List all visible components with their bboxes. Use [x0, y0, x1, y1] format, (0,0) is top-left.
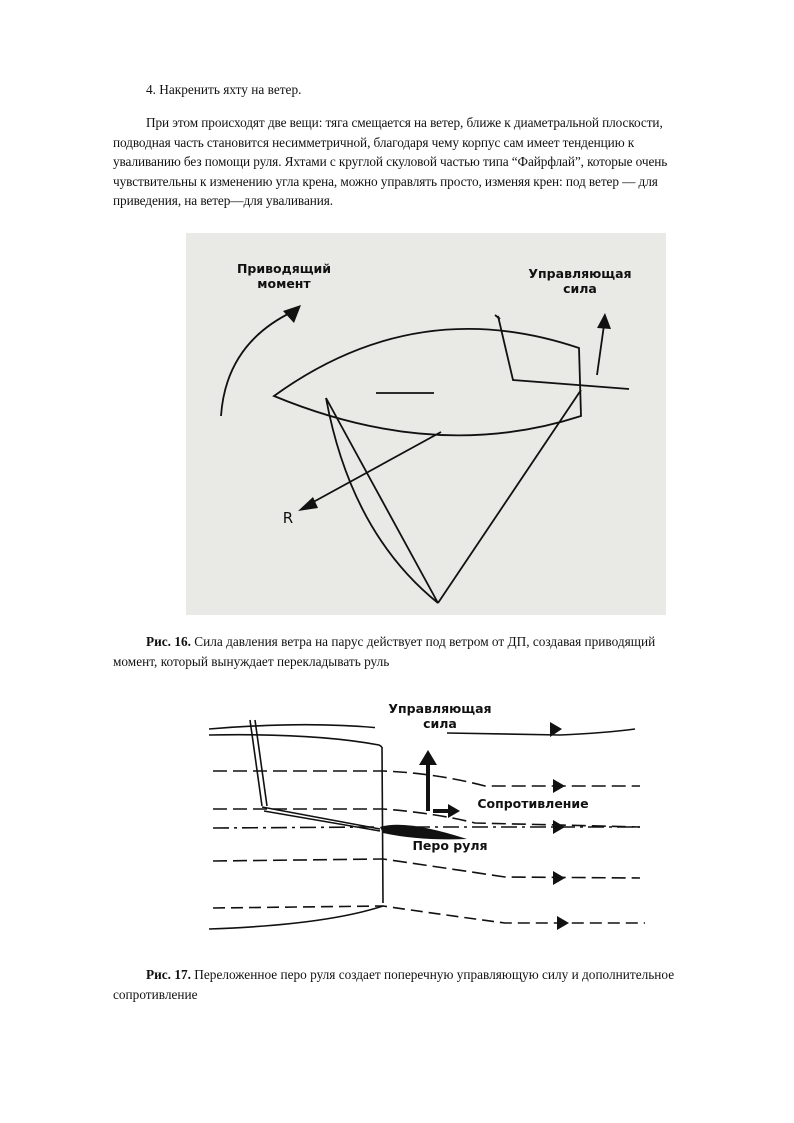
rudder-stock: [262, 807, 380, 829]
caption-16-number: Рис. 16.: [146, 634, 191, 649]
caption-17-text: Переложенное перо руля создает поперечную управляющую силу и дополнительное сопротивление: [113, 967, 675, 1002]
list-item-4: 4. Накренить яхту на ветер.: [146, 82, 302, 97]
caption-17-number: Рис. 17.: [146, 967, 191, 982]
figure-17-caption: [113, 965, 693, 1004]
body-paragraph: При этом происходят две вещи: тяга смещается на ветер, ближе к диаметральной плоскости, подводная часть становится несимметричной, благодаря чему корпус сам имеет тенденцию к уваливанию без помощи руля. Яхтами с круглой скуловой частью типа “Файрфлай”, которые очень чувствительны к изменению угла крена, можно управлять просто, изменяя крен: под ветер — для приведения, на ветер—для уваливания.: [113, 115, 668, 208]
r-arrow: [306, 432, 441, 506]
flow-arrowhead-2: [553, 779, 565, 793]
sail-foot: [438, 390, 581, 603]
figure-17-diagram: [205, 693, 667, 938]
label-drag: Сопротивление: [477, 796, 589, 811]
label-steering-force: Управляющая сила: [375, 701, 505, 731]
r-arrowhead: [298, 497, 318, 511]
hull-top: [209, 735, 382, 747]
caption-16-text: Сила давления ветра на парус действует под ветром от ДП, создавая приводящий момент, который вынуждает перекладывать руль: [113, 634, 656, 669]
label-moment: Приводящий момент: [236, 261, 332, 291]
label-rudder-blade: Перо руля: [412, 838, 488, 853]
flow-line-6: [213, 906, 645, 923]
force-arrow: [597, 325, 604, 375]
force-arrowhead: [597, 313, 611, 329]
moment-arrowhead: [283, 305, 301, 323]
figure-16-caption: [113, 632, 693, 671]
label-r: R: [282, 509, 294, 527]
flow-line-3: [213, 809, 640, 827]
flow-line-5: [213, 859, 640, 878]
flow-line-4: [213, 827, 640, 828]
label-steering-force: Управляющая сила: [528, 266, 632, 296]
hull-bottom: [209, 906, 383, 929]
figure-16-diagram: [186, 233, 666, 615]
flow-arrowhead-3: [553, 820, 565, 834]
drag-arrowhead: [448, 804, 460, 818]
flow-arrowhead-5: [557, 916, 569, 930]
flow-arrowhead-4: [553, 871, 565, 885]
force-arrowhead: [419, 750, 437, 765]
